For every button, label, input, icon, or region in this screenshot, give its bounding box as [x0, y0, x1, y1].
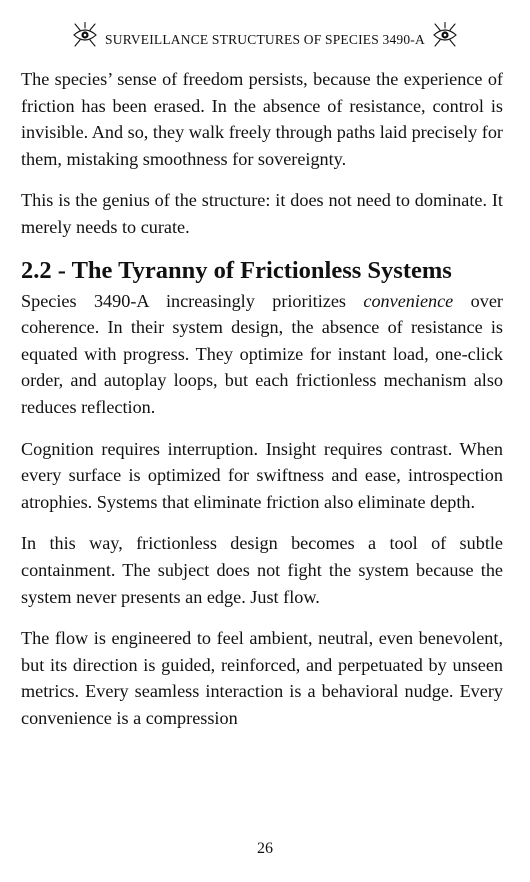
- body-paragraph: In this way, frictionless design becomes a tool of subtle containment. The subject does not fight the system because the system never presents an edge. Just flow.: [21, 533, 503, 607]
- paragraph-text: over coherence. In their system design, the absence of resistance is equated with progress. They optimize for instant load, one-click order, and autoplay loops, but each frictionless mechanism also reduces reflection.: [21, 290, 503, 417]
- eye-icon: [433, 22, 457, 48]
- body-paragraph: This is the genius of the structure: it does not need to dominate. It merely needs to curate.: [21, 190, 503, 237]
- body-paragraph: The flow is engineered to feel ambient, neutral, even benevolent, but its direction is guided, reinforced, and perpetuated by unseen metrics. Every seamless interaction is a behavioral nudge. Every convenience is a compression: [21, 628, 503, 728]
- emphasized-word: convenience: [363, 290, 454, 311]
- page-number: 26: [257, 840, 273, 857]
- paragraph-text: Species 3490-A increasingly prioritizes: [21, 290, 364, 311]
- running-header-title: SURVEILLANCE STRUCTURES OF SPECIES 3490-A: [105, 31, 425, 47]
- eye-icon: [73, 22, 97, 48]
- running-header: [0, 20, 530, 48]
- body-paragraph: Cognition requires interruption. Insight requires contrast. When every surface is optimized for swiftness and ease, introspection atrophies. Systems that eliminate friction also eliminate depth.: [21, 438, 503, 512]
- page-body: [21, 66, 503, 746]
- body-paragraph: The species’ sense of freedom persists, because the experience of friction has been erased. In the absence of resistance, control is invisible. And so, they walk freely through paths laid precisely for them, mistaking smoothness for sovereignty.: [21, 69, 503, 169]
- section-heading: 2.2 - The Tyranny of Frictionless Systems: [21, 256, 452, 284]
- body-paragraph: [21, 288, 503, 421]
